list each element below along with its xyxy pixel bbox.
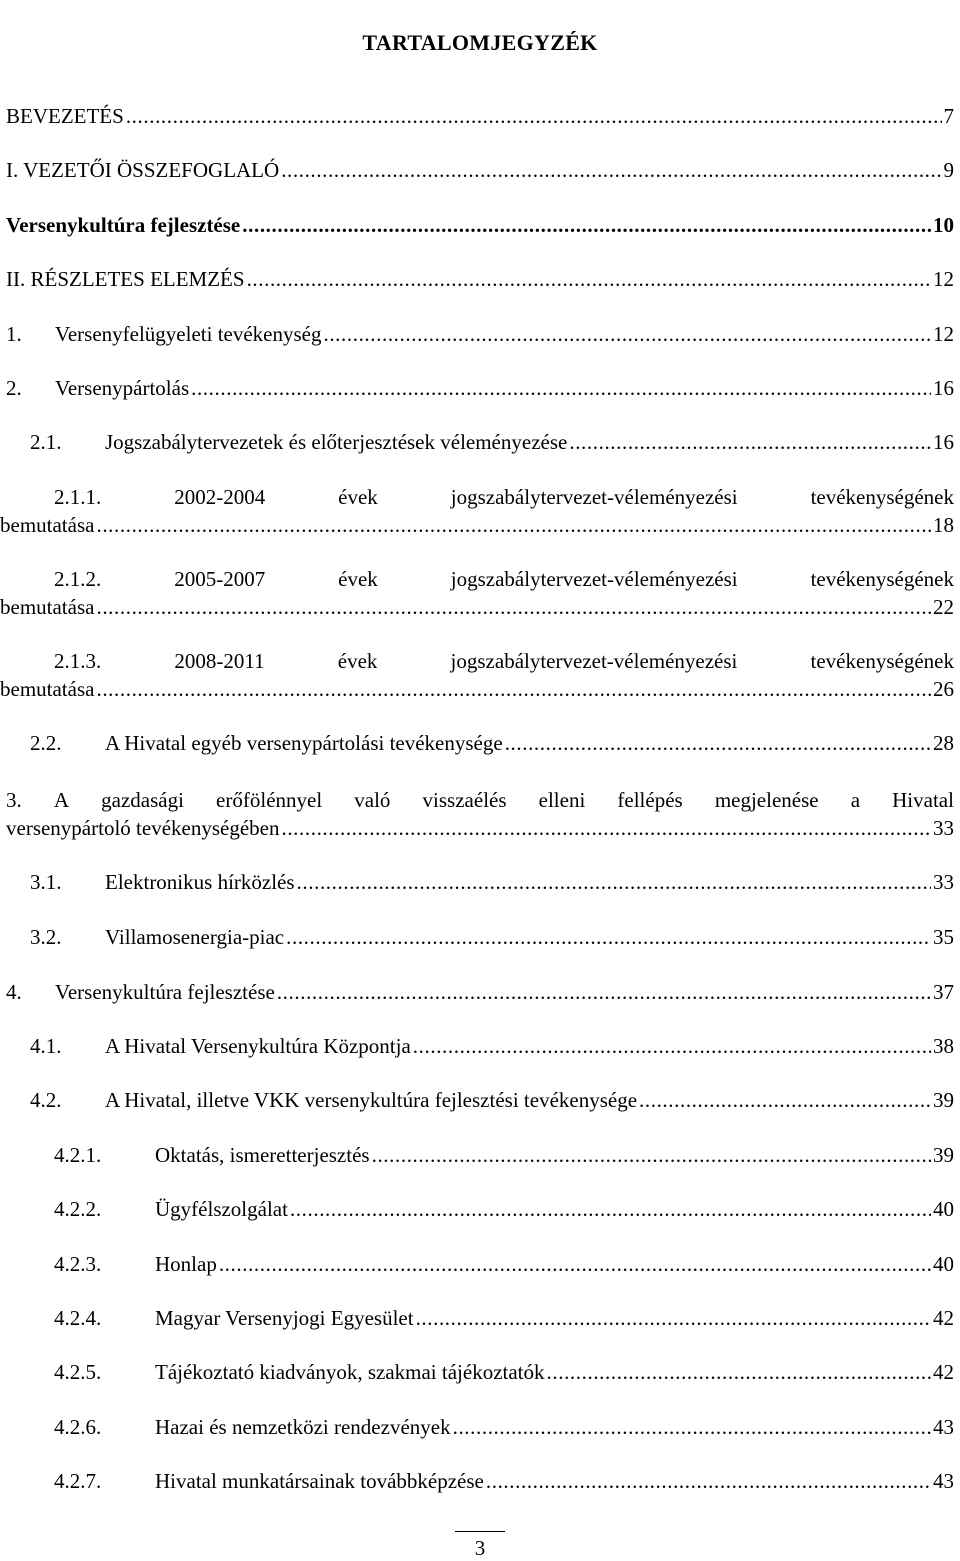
toc-entry-word: A xyxy=(53,788,70,812)
toc-entry-4-2-6[interactable] xyxy=(54,1413,954,1441)
toc-entry-4-2-4[interactable] xyxy=(54,1304,954,1332)
toc-leader-dots xyxy=(277,978,931,1006)
toc-entry-page: 16 xyxy=(933,376,954,400)
toc-entry-label: Versenypártolás xyxy=(55,376,190,400)
toc-entry-label: Versenykultúra fejlesztése xyxy=(6,213,241,237)
toc-entry-page: 39 xyxy=(933,1088,954,1112)
toc-entry-first-line xyxy=(54,565,954,593)
toc-entry-page: 43 xyxy=(933,1415,954,1439)
toc-leader-dots xyxy=(547,1358,931,1386)
toc-entry-3[interactable] xyxy=(6,786,954,842)
toc-entry-page: 40 xyxy=(933,1197,954,1221)
toc-entry-number: 4. xyxy=(6,980,22,1004)
toc-entry-1[interactable] xyxy=(6,320,954,348)
toc-entry-label: bemutatása xyxy=(0,595,95,619)
toc-entry-number: 3.2. xyxy=(30,925,62,949)
toc-entry-number: 4.2.2. xyxy=(54,1197,102,1221)
toc-leader-dots xyxy=(286,923,931,951)
toc-entry-page: 37 xyxy=(933,980,954,1004)
toc-entry-first-line xyxy=(54,483,954,511)
footer-divider xyxy=(455,1531,505,1532)
toc-entry-word: tevékenységének xyxy=(810,649,954,673)
toc-entry-word: 2008-2011 xyxy=(174,649,265,673)
toc-entry-word: évek xyxy=(338,485,378,509)
toc-title: TARTALOMJEGYZÉK xyxy=(362,30,598,55)
toc-leader-dots xyxy=(372,1141,931,1169)
toc-entry-word: megjelenése xyxy=(714,788,819,812)
toc-entry-word: Hivatal xyxy=(892,788,954,812)
toc-entry-page: 33 xyxy=(933,870,954,894)
toc-entry-4-2-2[interactable] xyxy=(54,1195,954,1223)
toc-entry-number: 2.2. xyxy=(30,731,62,755)
toc-entry-page: 42 xyxy=(933,1360,954,1384)
toc-entry-word: való xyxy=(354,788,391,812)
toc-entry-word: jogszabálytervezet-véleményezési xyxy=(450,485,738,509)
toc-leader-dots xyxy=(639,1086,931,1114)
toc-entry-word: erőfölénnyel xyxy=(216,788,323,812)
toc-entry-page: 35 xyxy=(933,925,954,949)
toc-entry-word: tevékenységének xyxy=(810,485,954,509)
toc-entry-label: Elektronikus hírközlés xyxy=(105,870,295,894)
toc-entry-label: Oktatás, ismeretterjesztés xyxy=(155,1143,370,1167)
toc-entry-word: jogszabálytervezet-véleményezési xyxy=(450,567,738,591)
toc-entry-page: 18 xyxy=(933,513,954,537)
page-number: 3 xyxy=(474,1536,486,1560)
toc-entry-word: a xyxy=(850,788,861,812)
toc-entry-number: 4.2.6. xyxy=(54,1415,102,1439)
toc-entry-page: 7 xyxy=(943,104,954,128)
toc-entry-page: 12 xyxy=(933,322,954,346)
toc-entry-word: 2005-2007 xyxy=(174,567,266,591)
toc-entry-number: 1. xyxy=(6,322,22,346)
toc-leader-dots xyxy=(569,428,931,456)
toc-leader-dots xyxy=(247,265,931,293)
toc-entry-3-1[interactable] xyxy=(30,868,954,896)
toc-entry-page: 28 xyxy=(933,731,954,755)
toc-entry-page: 22 xyxy=(933,595,954,619)
toc-entry-bevezetes[interactable] xyxy=(6,102,954,130)
toc-entry-word: jogszabálytervezet-véleményezési xyxy=(450,649,738,673)
toc-entry-number: 4.1. xyxy=(30,1034,62,1058)
toc-entry-number: 2.1.2. xyxy=(54,567,102,591)
toc-entry-label: BEVEZETÉS xyxy=(6,104,124,128)
toc-entry-page: 16 xyxy=(933,430,954,454)
toc-entry-page: 40 xyxy=(933,1252,954,1276)
toc-entry-label: A Hivatal Versenykultúra Központja xyxy=(105,1034,411,1058)
toc-entry-2[interactable] xyxy=(6,374,954,402)
toc-entry-4-2-1[interactable] xyxy=(54,1141,954,1169)
toc-entry-number: 2.1.1. xyxy=(54,485,102,509)
toc-entry-label: Honlap xyxy=(155,1252,217,1276)
toc-leader-dots xyxy=(290,1195,931,1223)
toc-entry-label: versenypártoló tevékenységében xyxy=(6,816,280,840)
toc-leader-dots xyxy=(96,675,931,703)
toc-entry-number: 4.2.1. xyxy=(54,1143,102,1167)
toc-entry-number: 3.1. xyxy=(30,870,62,894)
toc-entry-number: 4.2. xyxy=(30,1088,62,1112)
toc-entry-page: 42 xyxy=(933,1306,954,1330)
toc-entry-word: fellépés xyxy=(617,788,683,812)
toc-entry-number: 3. xyxy=(6,788,22,812)
toc-entry-4-2-3[interactable] xyxy=(54,1250,954,1278)
toc-leader-dots xyxy=(453,1413,931,1441)
toc-entry-page: 10 xyxy=(933,213,954,237)
toc-entry-page: 43 xyxy=(933,1469,954,1493)
toc-entry-number: 2.1.3. xyxy=(54,649,102,673)
toc-entry-4-2-7[interactable] xyxy=(54,1467,954,1495)
toc-leader-dots xyxy=(281,814,931,842)
toc-entry-label: Hazai és nemzetközi rendezvények xyxy=(155,1415,451,1439)
toc-leader-dots xyxy=(323,320,931,348)
toc-entry-label: Tájékoztató kiadványok, szakmai tájékoztatók xyxy=(155,1360,545,1384)
toc-leader-dots xyxy=(486,1467,931,1495)
toc-entry-page: 12 xyxy=(933,267,954,291)
toc-entry-vezetoi-osszefoglalo[interactable] xyxy=(6,156,954,184)
toc-entry-label: II. RÉSZLETES ELEMZÉS xyxy=(6,267,245,291)
toc-entry-label: Versenykultúra fejlesztése xyxy=(55,980,275,1004)
toc-entry-label: I. VEZETŐI ÖSSZEFOGLALÓ xyxy=(6,158,280,182)
toc-entry-2-1[interactable] xyxy=(30,428,954,456)
toc-entry-word: visszaélés xyxy=(422,788,507,812)
toc-leader-dots xyxy=(413,1032,931,1060)
toc-entry-page: 9 xyxy=(943,158,954,182)
toc-entry-label: Versenyfelügyeleti tevékenység xyxy=(55,322,322,346)
toc-entry-4-2-5[interactable] xyxy=(54,1358,954,1386)
toc-entry-page: 33 xyxy=(933,816,954,840)
toc-entry-number: 2.1. xyxy=(30,430,62,454)
toc-entry-label: Jogszabálytervezetek és előterjesztések véleményezése xyxy=(105,430,568,454)
toc-entry-4[interactable] xyxy=(6,978,954,1006)
toc-leader-dots xyxy=(281,156,941,184)
toc-entry-label: Ügyfélszolgálat xyxy=(155,1197,288,1221)
toc-entry-label: Villamosenergia-piac xyxy=(105,925,285,949)
toc-entry-first-line xyxy=(54,647,954,675)
toc-leader-dots xyxy=(96,593,931,621)
toc-entry-number: 4.2.7. xyxy=(54,1469,102,1493)
toc-entry-2-1-2[interactable] xyxy=(0,565,954,621)
toc-entry-number: 4.2.5. xyxy=(54,1360,102,1384)
toc-entry-word: 2002-2004 xyxy=(174,485,266,509)
toc-entry-page: 26 xyxy=(933,677,954,701)
toc-leader-dots xyxy=(191,374,931,402)
toc-leader-dots xyxy=(505,729,931,757)
toc-entry-label: A Hivatal, illetve VKK versenykultúra fejlesztési tevékenysége xyxy=(105,1088,638,1112)
toc-entry-2-2[interactable] xyxy=(30,729,954,757)
toc-entry-label: Magyar Versenyjogi Egyesület xyxy=(155,1306,414,1330)
toc-leader-dots xyxy=(297,868,931,896)
toc-entry-4-2[interactable] xyxy=(30,1086,954,1114)
toc-entry-word: tevékenységének xyxy=(810,567,954,591)
toc-entry-label: bemutatása xyxy=(0,677,95,701)
toc-entry-label: Hivatal munkatársainak továbbképzése xyxy=(155,1469,484,1493)
toc-entry-word: évek xyxy=(337,649,378,673)
toc-entry-number: 4.2.3. xyxy=(54,1252,102,1276)
toc-leader-dots xyxy=(242,211,931,239)
toc-entry-label: bemutatása xyxy=(0,513,95,537)
toc-entry-page: 38 xyxy=(933,1034,954,1058)
toc-entry-reszletes-elemzes[interactable] xyxy=(6,265,954,293)
toc-entry-2-1-3[interactable] xyxy=(0,647,954,703)
toc-leader-dots xyxy=(219,1250,931,1278)
toc-entry-word: gazdasági xyxy=(101,788,184,812)
toc-entry-2-1-1[interactable] xyxy=(0,483,954,539)
toc-entry-label: A Hivatal egyéb versenypártolási tevékenysége xyxy=(105,731,503,755)
toc-leader-dots xyxy=(96,511,931,539)
toc-entry-3-2[interactable] xyxy=(30,923,954,951)
toc-leader-dots xyxy=(416,1304,931,1332)
toc-entry-word: elleni xyxy=(538,788,586,812)
toc-entry-word: évek xyxy=(338,567,378,591)
toc-entry-page: 39 xyxy=(933,1143,954,1167)
toc-entry-number: 2. xyxy=(6,376,22,400)
toc-entry-4-1[interactable] xyxy=(30,1032,954,1060)
toc-entry-versenykultura[interactable] xyxy=(6,211,954,239)
toc-entry-first-line xyxy=(6,786,954,814)
toc-leader-dots xyxy=(126,102,942,130)
toc-entry-number: 4.2.4. xyxy=(54,1306,102,1330)
